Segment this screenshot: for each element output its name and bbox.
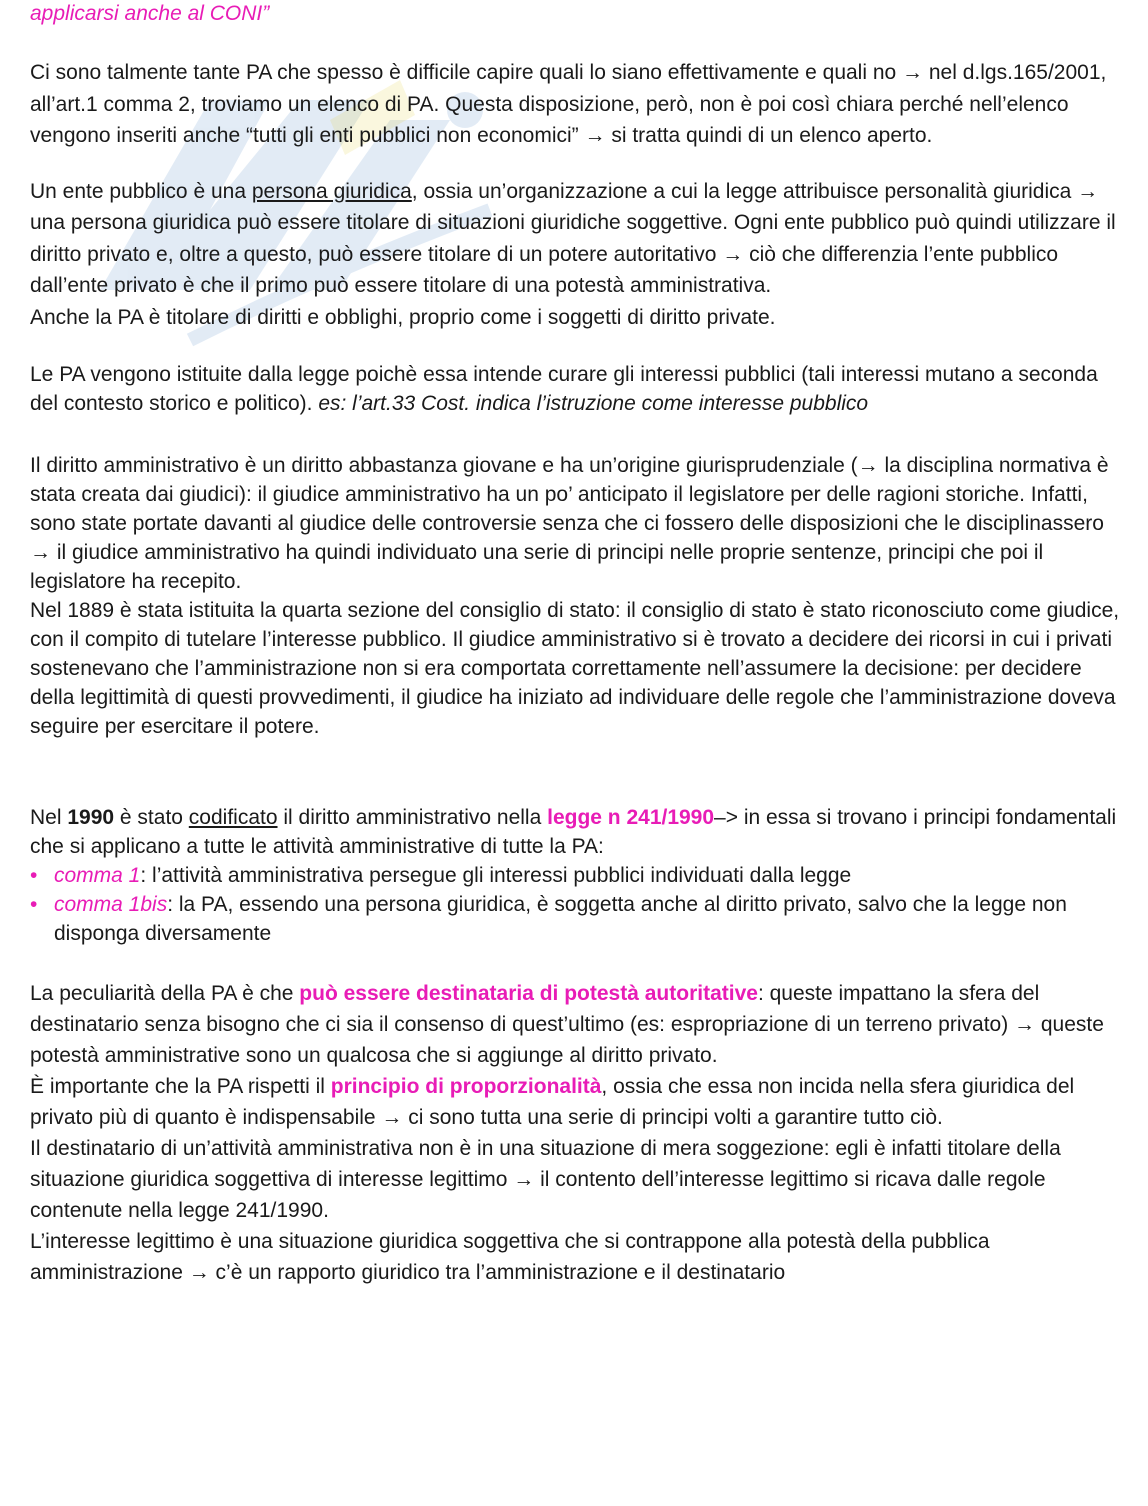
comma-list <box>30 861 1122 948</box>
highlight-potesta: può essere destinataria di potestà autoritative <box>299 982 758 1005</box>
text-segment: è stato <box>114 806 189 829</box>
text-segment: Anche la PA è titolare di diritti e obblighi, proprio come i soggetti di diritto private. <box>30 305 776 329</box>
document-page <box>30 0 1122 1288</box>
paragraph-peculiarita-pa <box>30 978 1122 1288</box>
example-text: es: l’art.33 Cost. indica l’istruzione come interesse pubblico <box>318 392 869 415</box>
bullet-label: comma 1bis <box>54 893 168 916</box>
text-segment: L’interesse legittimo è una situazione giuridica soggettiva che si contrappone alla potestà della pubblica amministrazione → c’è un rapporto giuridico tra l’amministrazione e il destinatario <box>30 1230 990 1284</box>
top-line: applicarsi anche al CONI” <box>30 2 270 25</box>
underlined-term: persona giuridica <box>251 179 412 203</box>
text-segment: , ossia che essa non incida nella sfera giuridica del privato più di quanto è indispensabile → ci sono tutta una serie di principi volti a garantire tutto ciò. <box>30 1075 1075 1129</box>
text-segment: Il diritto amministrativo è un diritto abbastanza giovane e ha un’origine giurisprudenziale (→ la disciplina normativa è stata creata dai giudici): il giudice amministrativo ha un po’ anticipato il legislatore per delle ragioni storiche. Infatti, sono state portate davanti al giudice delle controversie senza che ci fossero delle disposizioni che le disciplinassero → il giudice amministrativo ha quindi individuato una serie di principi nelle proprie sentenze, principi che poi il legislatore ha recepito. <box>30 454 1109 593</box>
text-segment: È importante che la PA rispetti il <box>30 1075 331 1098</box>
paragraph-origine-giurisprudenziale <box>30 451 1122 741</box>
bullet-text: : l’attività amministrativa persegue gli interessi pubblici individuati dalla legge <box>140 864 852 887</box>
text-segment: Nel <box>30 806 68 829</box>
law-reference: legge n 241/1990 <box>547 806 715 829</box>
text-segment: , ossia un’organizzazione a cui la legge attribuisce personalità giuridica → una persona giuridica può essere titolare di situazioni giuridiche soggettive. Ogni ente pubblico può quindi utilizzare il diritto privato e, oltre a questo, può essere titolare di un potere autoritativo → ciò che differenzia l’ente pubblico dall’ente privato è che il primo può essere titolare di una potestà amministrativa. <box>30 179 1116 297</box>
list-item <box>30 890 1122 948</box>
text-segment: La peculiarità della PA è che <box>30 982 300 1005</box>
text-segment: –> in essa si trovano i principi fondamentali che si applicano a tutte le attività amministrative di tutte la PA: <box>30 806 1117 858</box>
text-segment: Un ente pubblico è una <box>30 179 252 203</box>
bullet-text: : la PA, essendo una persona giuridica, è soggetta anche al diritto privato, salvo che la legge non disponga diversamente <box>54 893 1067 945</box>
highlight-proporzionalita: principio di proporzionalità <box>330 1075 602 1098</box>
text-segment: Il destinatario di un’attività amministrativa non è in una situazione di mera soggezione: egli è infatti titolare della situazione giuridica soggettiva di interesse legittimo → il contento dell’interesse legittimo si ricava dalle regole contenute nella legge 241/1990. <box>30 1137 1061 1222</box>
bullet-label: comma 1 <box>54 864 141 887</box>
paragraph-istituzione-pa <box>30 360 1122 418</box>
text-segment: : queste impattano la sfera del destinatario senza bisogno che ci sia il consenso di quest’ultimo (es: espropriazione di un terreno privato) → queste potestà amministrative sono un qualcosa che si aggiunge al diritto privato. <box>30 982 1104 1067</box>
paragraph-legge-241 <box>30 803 1122 861</box>
underlined-term: codificato <box>188 806 278 829</box>
text-segment: il diritto amministrativo nella <box>277 806 548 829</box>
year-1990: 1990 <box>67 806 115 829</box>
paragraph-ente-pubblico <box>30 176 1122 334</box>
list-item <box>30 861 1122 890</box>
text-segment: Nel 1889 è stata istituita la quarta sezione del consiglio di stato: il consiglio di stato è stato riconosciuto come giudice, con il compito di tutelare l’interesse pubblico. Il giudice amministrativo si è trovato a decidere dei ricorsi in cui i privati sostenevano che l’amministrazione non si era comportata correttamente nell’assumere la decisione: per decidere della legittimità di questi provvedimenti, il giudice ha iniziato ad individuare delle regole che l’amministrazione doveva seguire per esercitare il potere. <box>30 599 1120 738</box>
paragraph-elenco-pa: Ci sono talmente tante PA che spesso è difficile capire quali lo siano effettivamente e quali no → nel d.lgs.165/2001, all’art.1 comma 2, troviamo un elenco di PA. Questa disposizione, però, non è poi così chiara perché nell’elenco vengono inseriti anche “tutti gli enti pubblici non economici” → si tratta quindi di un elenco aperto. <box>30 61 1107 147</box>
text-segment: Le PA vengono istituite dalla legge poichè essa intende curare gli interessi pubblici (tali interessi mutano a seconda del contesto storico e politico). <box>30 363 1098 415</box>
